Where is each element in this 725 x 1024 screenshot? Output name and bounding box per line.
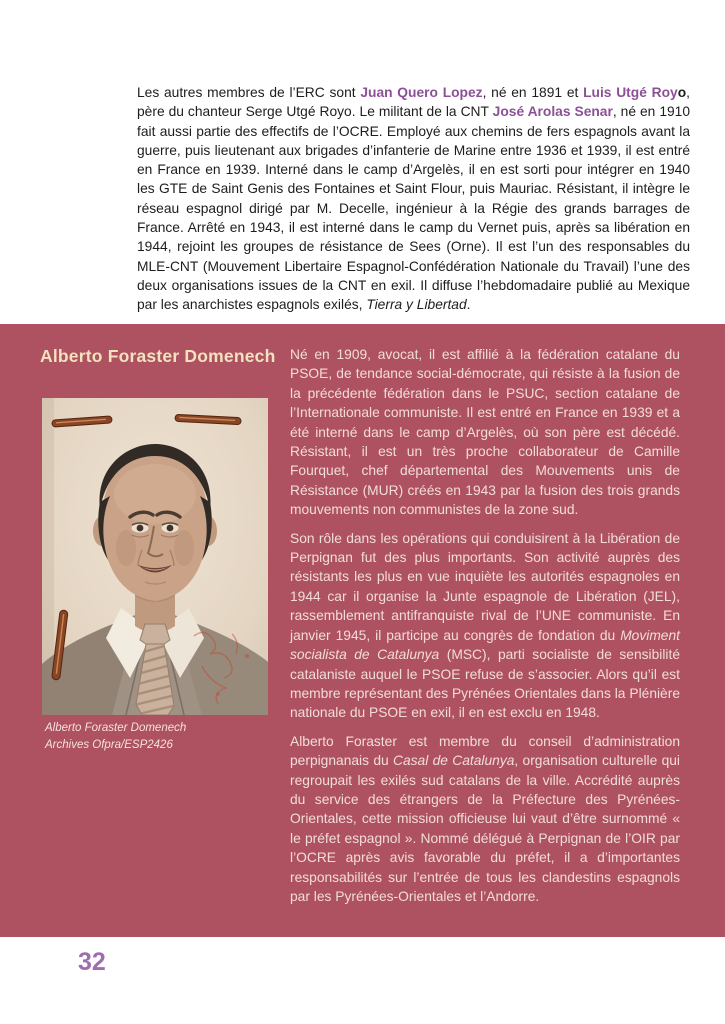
profile-paragraph: Né en 1909, avocat, il est affilié à la fédération catalane du PSOE, de tendance social-démocrate, qui résiste à la fusion de la précédente fédération dans le PSUC, section catalane de l’Internationale communiste. Il est entré en France en 1939 et a été interné dans le camp d’Argelès, où son père est décédé. Résistant, il est un très proche collaborateur de Camille Fourquet, chef départemental des Mouvements unis de Résistance (MUR) créés en 1943 par la fusion des trois grands mouvements non communistes de la zone sud. [290, 347, 680, 518]
page-number: 32 [78, 948, 106, 976]
profile-paragraph: Alberto Foraster est membre du conseil d’administration perpignanais du Casal de Catalunya, organisation culturelle qui regroupait les exilés sud catalans de la ville. Accrédité auprès du service des étrangers de la Préfecture des Pyrénées-Orientales, cette mission officieuse lui vaut d’être surnommé « le préfet espagnol ». Nommé délégué à Perpignan de l’OIR par l’OCRE après avis favorable du préfet, il a d’importantes responsabilités sur l’entrée de tous les clandestins espagnols par les Pyrénées-Orientales et l’Andorre. [290, 733, 680, 904]
photo-caption [45, 720, 186, 753]
profile-title: Alberto Foraster Domenech [40, 346, 276, 366]
intro-paragraph: Les autres membres de l’ERC sont Juan Quero Lopez, né en 1891 et Luis Utgé Royo, père du chanteur Serge Utgé Royo. Le militant de la CNT José Arolas Senar, né en 1910 fait aussi partie des effectifs de l’OCRE. Employé aux chemins de fers espagnols avant la guerre, puis lieutenant aux brigades d’infanterie de Marine entre 1936 et 1939, il est entré en France en 1939. Interné dans le camp d’Argelès, il en est sorti pour intégrer en 1940 les GTE de Saint Genis des Fontaines et Saint Flour, puis Mauriac. Résistant, il intègre le réseau espagnol dirigé par M. Decelle, ingénieur à la Régie des grands barrages de France. Arrêté en 1943, il est interné dans le camp du Vernet puis, après sa libération en 1944, rejoint les groupes de résistance de Sees (Orne). Il est l’un des responsables du MLE-CNT (Mouvement Libertaire Espagnol-Confédération Nationale du Travail) l’une des deux organisations issues de la CNT en exil. Il diffuse l’hebdomadaire publié au Mexique par les anarchistes espagnols exilés, Tierra y Libertad. [137, 85, 691, 313]
profile-paragraph: Son rôle dans les opérations qui conduisirent à la Libération de Perpignan fut des plus importants. Son activité auprès des résistants les plus en vue inquiète les autorités espagnoles en 1944 car il organise la Junte espagnole de Libération (JEL), rassemblement antifranquiste rival de l’UNE communiste. En janvier 1945, il participe au congrès de fondation du Moviment socialista de Catalunya (MSC), parti socialiste de sensibilité catalaniste auquel le PSOE refuse de s’associer. Alors qu’il est membre représentant des Pyrénées Orientales dans la Plénière nationale du PSOE en exil, il en est exclu en 1948. [290, 530, 680, 721]
caption-name: Alberto Foraster Domenech [45, 722, 187, 734]
profile-box [0, 324, 725, 937]
profile-text-column [290, 345, 680, 915]
caption-archive: Archives Ofpra/ESP2426 [45, 738, 173, 751]
intro-text-block [137, 83, 690, 344]
portrait-photo [42, 398, 268, 715]
